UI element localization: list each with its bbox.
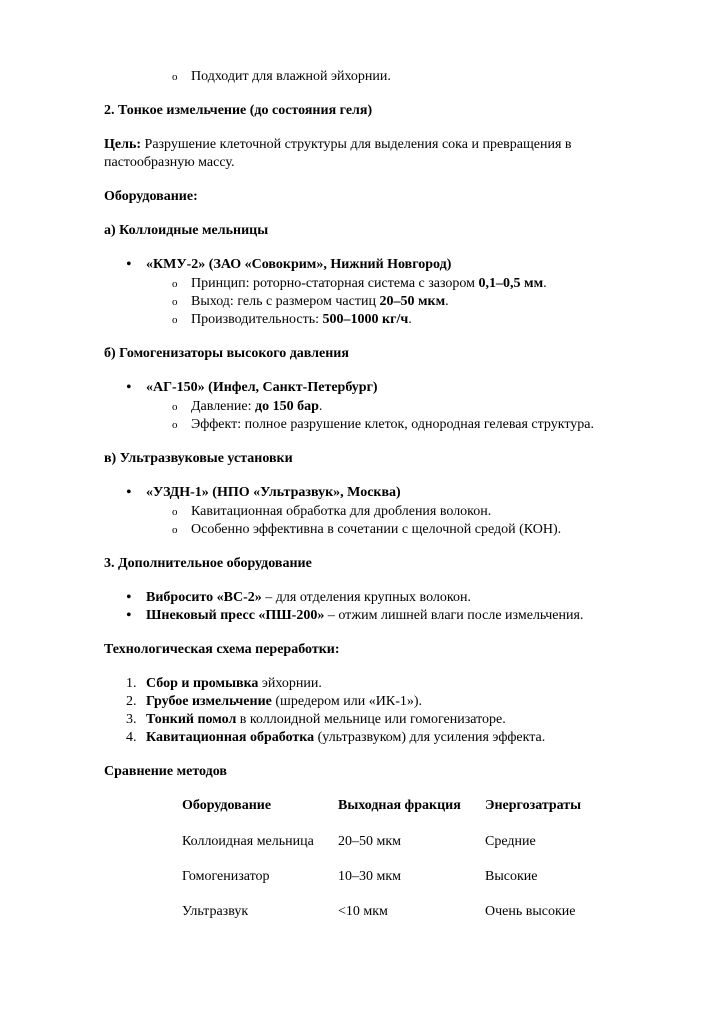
goal-paragraph-continued: пастообразную массу. [104,155,235,170]
bullet-marker: • [126,379,132,396]
step-number: 3. [126,712,137,727]
scheme-step: Тонкий помол в коллоидной мельнице или гомогенизаторе. [146,712,506,727]
subsection-heading: а) Коллоидные мельницы [104,223,269,238]
table-cell: <10 мкм [338,904,388,919]
list-item: Производительность: 500–1000 кг/ч. [191,312,412,327]
goal-text: Разрушение клеточной структуры для выделения сока и превращения в [144,137,572,152]
equipment-heading: Оборудование: [104,189,198,204]
list-item: Вибросито «ВС-2» – для отделения крупных волокон. [146,590,471,605]
table-cell: Ультразвук [182,904,249,919]
scheme-step: Грубое измельчение (шредером или «ИК-1»). [146,694,423,709]
section-heading: 2. Тонкое измельчение (до состояния геля) [104,103,373,118]
circle-bullet: o [172,71,178,83]
goal-label: Цель: [104,137,142,152]
subsection-heading: в) Ультразвуковые установки [104,451,293,466]
bullet-marker: • [126,256,132,273]
table-cell: Гомогенизатор [182,869,270,884]
step-number: 1. [126,676,137,691]
circle-bullet: o [172,278,178,290]
subsection-heading: б) Гомогенизаторы высокого давления [104,346,349,361]
comparison-heading: Сравнение методов [104,764,227,779]
circle-bullet: o [172,401,178,413]
table-header-cell: Энергозатраты [485,798,582,813]
step-number: 2. [126,694,137,709]
table-cell: Коллоидная мельница [182,834,314,849]
list-item: Выход: гель с размером частиц 20–50 мкм. [191,294,449,309]
table-cell: Средние [485,834,536,849]
bullet-marker: • [126,484,132,501]
list-item: Подходит для влажной эйхорнии. [191,69,391,84]
table-cell: Очень высокие [485,904,576,919]
list-item: Давление: до 150 бар. [191,399,323,414]
table-header-cell: Оборудование [182,798,272,813]
circle-bullet: o [172,419,178,431]
list-item: Особенно эффективна в сочетании с щелочной средой (КОН). [191,522,562,537]
table-cell: 10–30 мкм [338,869,402,884]
circle-bullet: o [172,524,178,536]
bullet-marker: • [126,589,132,606]
table-header-cell: Выходная фракция [338,798,461,813]
equipment-item-title: «УЗДН-1» (НПО «Ультразвук», Москва) [146,485,401,500]
list-item: Шнековый пресс «ПШ-200» – отжим лишней влаги после измельчения. [146,608,584,623]
step-number: 4. [126,730,137,745]
table-cell: 20–50 мкм [338,834,402,849]
equipment-item-title: «КМУ-2» (ЗАО «Совокрим», Нижний Новгород) [146,257,452,272]
equipment-item-title: «АГ-150» (Инфел, Санкт-Петербург) [146,380,378,395]
scheme-step: Сбор и промывка эйхорнии. [146,676,322,691]
circle-bullet: o [172,506,178,518]
circle-bullet: o [172,296,178,308]
list-item: Эффект: полное разрушение клеток, однородная гелевая структура. [191,417,595,432]
scheme-step: Кавитационная обработка (ультразвуком) для усиления эффекта. [146,730,546,745]
section-heading: 3. Дополнительное оборудование [104,556,312,571]
list-item: Кавитационная обработка для дробления волокон. [191,504,492,519]
scheme-heading: Технологическая схема переработки: [104,642,340,657]
list-item: Принцип: роторно-статорная система с зазором 0,1–0,5 мм. [191,276,547,291]
bullet-marker: • [126,607,132,624]
circle-bullet: o [172,314,178,326]
table-cell: Высокие [485,869,538,884]
goal-paragraph [104,136,572,154]
